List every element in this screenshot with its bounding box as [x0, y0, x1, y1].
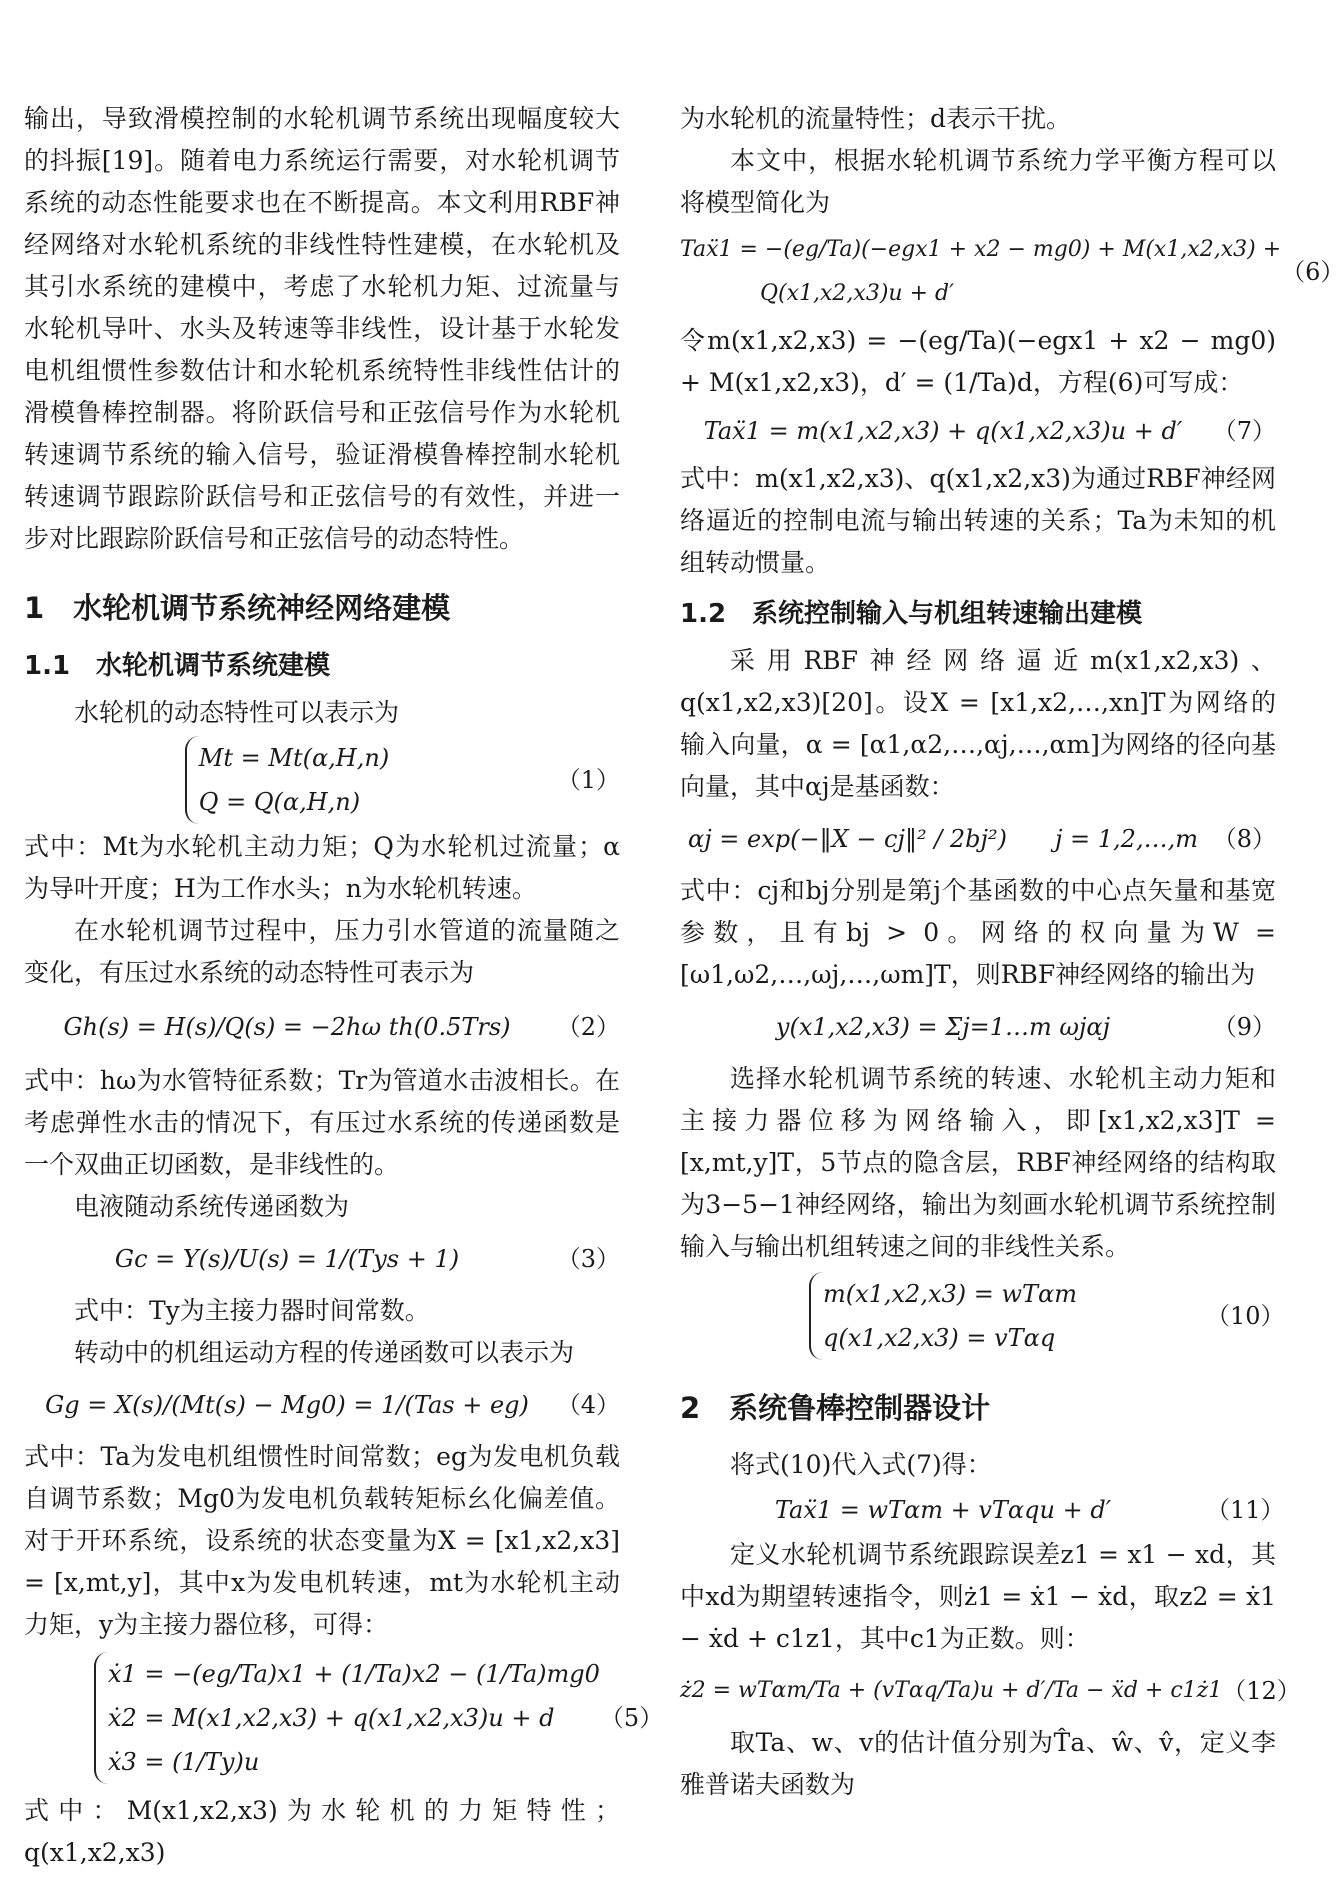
equation-line: m(x1,x2,x3) = wTαm — [822, 1280, 1078, 1308]
paragraph: 本文中，根据水轮机调节系统力学平衡方程可以将模型简化为 — [680, 146, 1276, 217]
paragraph: 转动中的机组运动方程的传递函数可以表示为 — [74, 1338, 575, 1367]
equation-9 — [680, 998, 1276, 1056]
equation-number: （4） — [556, 1391, 620, 1419]
equation-11 — [680, 1488, 1285, 1532]
equation-line: Taẍ1 = −(eg/Ta)(−egx1 + x2 − mg0) + M(x1,x2,x3) + — [680, 237, 1282, 262]
right-column — [680, 98, 1344, 1806]
section-heading-2: 2 系统鲁棒控制器设计 — [680, 1391, 991, 1425]
paragraph: 电液随动系统传递函数为 — [74, 1192, 350, 1221]
equation-body: Gh(s) = H(s)/Q(s) = −2hω th(0.5Trs) — [63, 1013, 511, 1041]
subsection-heading-1-2: 1.2 系统控制输入与机组转速输出建模 — [680, 599, 1143, 629]
paragraph: 取Ta、w、v的估计值分别为T̂a、ŵ、v̂，定义李雅普诺夫函数为 — [680, 1728, 1276, 1799]
intro-paragraph: 输出，导致滑模控制的水轮机调节系统出现幅度较大的抖振[19]。随着电力系统运行需要，对水轮机调节系统的动态性能要求也在不断提高。本文利用RBF神经网络对水轮机系统的非线性特性建模，在水轮机及其引水系统的建模中，考虑了水轮机力矩、过流量与水轮机导叶、水头及转速等非线性，设计基于水轮发电机组惯性参数估计和水轮机系统特性非线性估计的滑模鲁棒控制器。将阶跃信号和正弦信号作为水轮机转速调节系统的输入信号，验证滑模鲁棒控制水轮机转速调节跟踪阶跃信号和正弦信号的有效性，并进一步对比跟踪阶跃信号和正弦信号的动态特性。 — [24, 104, 620, 553]
paragraph: 采用RBF神经网络逼近m(x1,x2,x3)、q(x1,x2,x3)[20]。设X = [x1,x2,…,xn]T为网络的输入向量，α = [α1,α2,…,αj,…,αm]为网络的径向基向量，其中αj是基函数： — [680, 646, 1276, 801]
equation-5 — [24, 1652, 664, 1784]
paragraph: 式中：cj和bj分别是第j个基函数的中心点矢量和基宽参数，且有bj > 0。网络的权向量为W = [ω1,ω2,…,ωj,…,ωm]T，则RBF神经网络的输出为 — [680, 876, 1276, 989]
paragraph: 为水轮机的流量特性；d表示干扰。 — [680, 104, 1072, 133]
equation-body: ż2 = wTαm/Ta + (vTαq/Ta)u + d′/Ta − ẍd + c1ż1 — [680, 1678, 1223, 1703]
equation-body: Gc = Y(s)/U(s) = 1/(Tys + 1) — [114, 1245, 460, 1273]
equation-number: （9） — [1212, 1013, 1276, 1041]
equation-brace — [94, 1652, 600, 1784]
equation-2 — [24, 996, 620, 1058]
equation-line: ẋ3 = (1/Ty)u — [108, 1748, 260, 1776]
equation-line: ẋ1 = −(eg/Ta)x1 + (1/Ta)x2 − (1/Ta)mg0 — [108, 1660, 600, 1688]
equation-4 — [24, 1376, 620, 1434]
equation-6 — [680, 228, 1344, 316]
paragraph: 选择水轮机调节系统的转速、水轮机主动力矩和主接力器位移为网络输入，即[x1,x2,x3]T = [x,mt,y]T，5节点的隐含层，RBF神经网络的结构取为3−5−1神经网络，输出为刻画水轮机调节系统控制输入与输出机组转速之间的非线性关系。 — [680, 1064, 1276, 1261]
subsection-heading-1-1: 1.1 水轮机调节系统建模 — [24, 651, 331, 681]
equation-body: y(x1,x2,x3) = Σj=1…m ωjαj — [775, 1013, 1111, 1041]
paragraph: 式中：m(x1,x2,x3)、q(x1,x2,x3)为通过RBF神经网络逼近的控制电流与输出转速的关系；Ta为未知的机组转动惯量。 — [680, 464, 1276, 577]
paragraph: 式中：hω为水管特征系数；Tr为管道水击波相长。在考虑弹性水击的情况下，有压过水系统的传递函数是一个双曲正切函数，是非线性的。 — [24, 1066, 620, 1179]
paragraph: 水轮机的动态特性可以表示为 — [74, 698, 400, 727]
equation-number: （7） — [1212, 417, 1276, 445]
equation-line: Mt = Mt(α,H,n) — [198, 744, 390, 772]
equation-1 — [24, 736, 620, 824]
equation-line: ẋ2 = M(x1,x2,x3) + q(x1,x2,x3)u + d — [108, 1704, 555, 1732]
paragraph: 定义水轮机调节系统跟踪误差z1 = x1 − xd，其中xd为期望转速指令，则ż1 = ẋ1 − ẋd，取z2 = ẋ1 − ẋd + c1z1，其中c1为正数。则： — [680, 1540, 1276, 1653]
equation-line: q(x1,x2,x3) = vTαq — [822, 1324, 1056, 1352]
paragraph: 令m(x1,x2,x3) = −(eg/Ta)(−egx1 + x2 − mg0) + M(x1,x2,x3)，d′ = (1/Ta)d，方程(6)可写成： — [680, 326, 1276, 397]
equation-8 — [680, 810, 1276, 868]
paragraph: 将式(10)代入式(7)得： — [730, 1450, 992, 1479]
paragraph: 式中：Ty为主接力器时间常数。 — [74, 1296, 430, 1325]
equation-number: （11） — [1206, 1496, 1285, 1524]
equation-number: （5） — [599, 1704, 664, 1732]
equation-body: Taẍ1 = m(x1,x2,x3) + q(x1,x2,x3)u + d′ — [703, 417, 1183, 445]
equation-number: （10） — [1206, 1302, 1285, 1330]
equation-7 — [680, 406, 1276, 456]
equation-body: Gg = X(s)/(Mt(s) − Mg0) = 1/(Tas + eg) — [45, 1391, 529, 1419]
paragraph: 在水轮机调节过程中，压力引水管道的流量随之变化，有压过水系统的动态特性可表示为 — [24, 916, 620, 987]
equation-number: （6） — [1281, 258, 1344, 286]
equation-number: （1） — [556, 766, 620, 794]
equation-brace — [809, 1272, 1077, 1360]
paragraph: 式中：Mt为水轮机主动力矩；Q为水轮机过流量；α为导叶开度；H为工作水头；n为水轮机转速。 — [24, 832, 620, 903]
equation-number: （2） — [556, 1013, 620, 1041]
equation-number: （8） — [1212, 825, 1276, 853]
equation-body: Taẍ1 = wTαm + vTαqu + d′ — [774, 1496, 1112, 1524]
left-column — [24, 98, 664, 1874]
paragraph: 式中：Ta为发电机组惯性时间常数；eg为发电机负载自调节系数；Mg0为发电机负载转矩标幺化偏差值。对于开环系统，设系统的状态变量为X = [x1,x2,x3] = [x,mt,y]，其中x为发电机转速，mt为水轮机主动力矩，y为主接力器位移，可得： — [24, 1442, 620, 1639]
equation-body: αj = exp(−‖X − cj‖² / 2bj²) j = 1,2,…,m — [688, 825, 1198, 853]
equation-12 — [680, 1662, 1301, 1720]
paragraph: 式中：M(x1,x2,x3)为水轮机的力矩特性；q(x1,x2,x3) — [24, 1796, 620, 1867]
equation-brace — [185, 736, 389, 824]
equation-number: （3） — [556, 1245, 620, 1273]
equation-line: Q(x1,x2,x3)u + d′ — [760, 281, 955, 306]
equation-10 — [680, 1272, 1285, 1360]
equation-line: Q = Q(α,H,n) — [198, 788, 361, 816]
equation-number: （12） — [1222, 1677, 1301, 1705]
equation-3 — [24, 1230, 620, 1288]
section-heading-1: 1 水轮机调节系统神经网络建模 — [24, 591, 451, 625]
